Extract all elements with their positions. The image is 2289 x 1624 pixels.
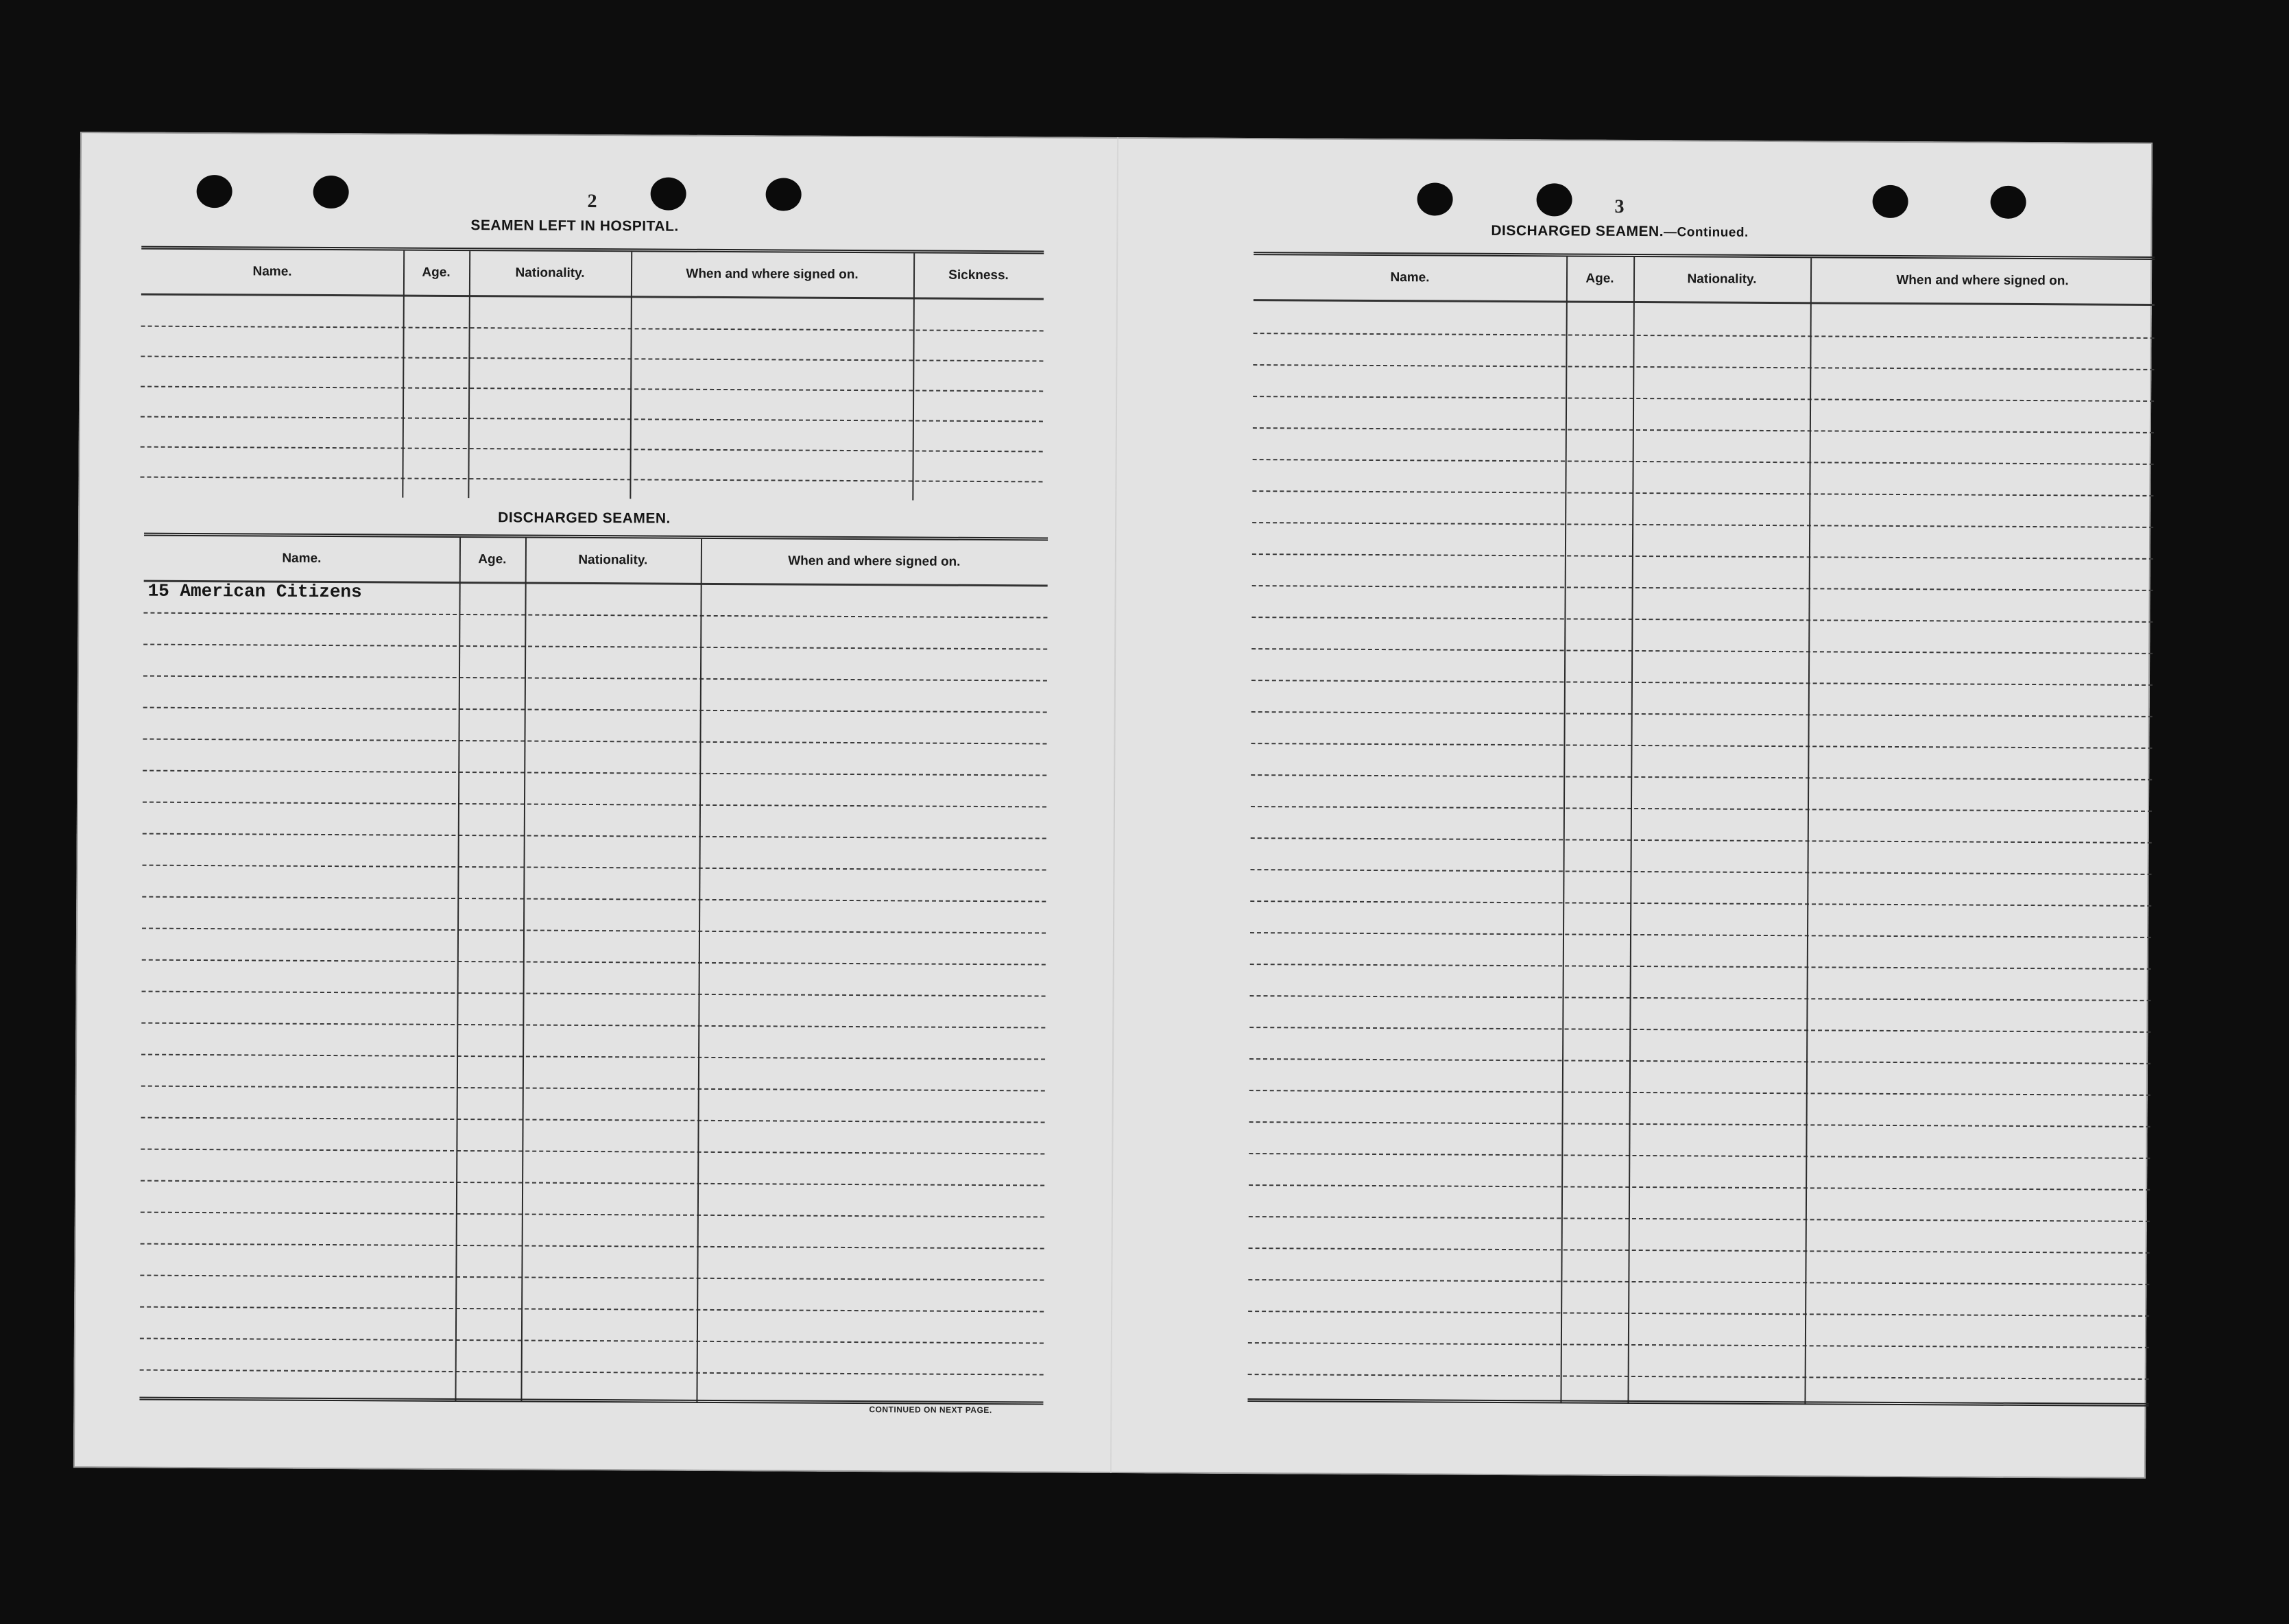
ruled-line [141, 1180, 1044, 1186]
col-header-name: Name. [252, 264, 292, 279]
discharged-continued-table [1247, 252, 2155, 1407]
ruled-line [1248, 1374, 2149, 1380]
ruled-line [1250, 995, 2151, 1001]
discharged-table-header [144, 536, 1048, 587]
ruled-line [143, 865, 1046, 871]
ruled-line [141, 446, 1043, 453]
ruled-line [1252, 585, 2153, 591]
page-number: 2 [587, 190, 597, 213]
discharged-table-body [139, 582, 1047, 1403]
ruled-line [1251, 680, 2153, 686]
ruled-line [1249, 1090, 2150, 1096]
section-title-suffix: —Continued. [1664, 225, 1749, 240]
ruled-line [143, 644, 1047, 650]
ruled-line [143, 612, 1047, 619]
ruled-line [1250, 900, 2151, 907]
col-header-sickness: Sickness. [948, 267, 1009, 283]
col-header-nationality: Nationality. [578, 552, 648, 568]
hospital-table [140, 246, 1044, 501]
col-header-nationality: Nationality. [515, 265, 585, 280]
ruled-line [1249, 1184, 2150, 1191]
ruled-line [142, 959, 1046, 966]
ruled-line [1251, 837, 2152, 844]
ruled-line [141, 1212, 1044, 1218]
discharged-table [139, 533, 1048, 1405]
ruled-line [143, 676, 1047, 682]
ruled-line [1249, 1027, 2150, 1033]
ruled-line [1253, 427, 2154, 433]
ruled-line [141, 326, 1044, 332]
page-number: 3 [1614, 195, 1625, 217]
typed-entry: 15 American Citizens [147, 580, 362, 603]
hospital-table-body [140, 296, 1044, 503]
ruled-line [1249, 1121, 2150, 1127]
ruled-line [1252, 522, 2153, 528]
ruled-line [141, 416, 1043, 422]
ruled-line [1249, 1216, 2150, 1222]
ruled-line [143, 833, 1046, 839]
ruled-line [141, 1023, 1045, 1029]
ruled-line [1248, 1279, 2149, 1285]
discharged-continued-body [1247, 301, 2154, 1405]
ruled-line [142, 896, 1046, 903]
ruled-line [1253, 459, 2154, 465]
ruled-line [140, 1275, 1044, 1281]
ruled-line [141, 1054, 1045, 1060]
ruled-line [1251, 617, 2153, 623]
col-header-when-where: When and where signed on. [686, 266, 859, 283]
right-page [1110, 137, 2153, 1479]
col-header-name: Name. [282, 551, 322, 566]
ruled-line [1253, 396, 2154, 402]
ruled-line [1251, 648, 2153, 654]
document-sheet [73, 132, 2153, 1479]
ruled-line [141, 1086, 1045, 1092]
ruled-line [141, 356, 1043, 362]
ruled-line [1248, 1311, 2149, 1317]
hospital-table-header [141, 250, 1044, 300]
ruled-line [1251, 711, 2153, 717]
ruled-line [1251, 869, 2152, 875]
ruled-line [1252, 490, 2153, 497]
ruled-line [143, 770, 1046, 776]
ruled-line [143, 739, 1046, 745]
ruled-line [1250, 964, 2151, 970]
discharged-continued-header [1254, 255, 2155, 306]
ruled-line [140, 1338, 1044, 1344]
ruled-line [1254, 333, 2155, 339]
hospital-section-title: SEAMEN LEFT IN HOSPITAL. [470, 217, 679, 235]
ruled-line [143, 802, 1046, 808]
ruled-line [140, 477, 1042, 483]
ruled-line [141, 1117, 1045, 1123]
ruled-line [1251, 806, 2152, 812]
discharged-section-title: DISCHARGED SEAMEN. [498, 510, 671, 527]
section-title-text: DISCHARGED SEAMEN. [1491, 222, 1664, 240]
ruled-line [1253, 364, 2154, 370]
ruled-line [1252, 553, 2153, 560]
col-header-when-where: When and where signed on. [1896, 272, 2069, 289]
ruled-line [141, 386, 1043, 392]
col-header-name: Name. [1390, 270, 1430, 285]
ruled-line [141, 1243, 1044, 1250]
ruled-line [142, 928, 1046, 934]
col-header-age: Age. [478, 552, 507, 567]
ruled-line [1251, 774, 2152, 780]
col-header-age: Age. [422, 265, 451, 280]
ruled-line [140, 1370, 1044, 1376]
discharged-continued-title [1491, 223, 1749, 241]
ruled-line [143, 707, 1047, 713]
ruled-line [140, 1306, 1044, 1313]
continued-note: CONTINUED ON NEXT PAGE. [869, 1405, 992, 1416]
col-header-when-where: When and where signed on. [788, 553, 961, 569]
ruled-line [1248, 1342, 2149, 1348]
ruled-line [1250, 932, 2151, 938]
col-header-age: Age. [1585, 271, 1614, 286]
ruled-line [1249, 1247, 2150, 1254]
left-page [73, 132, 1117, 1473]
col-header-nationality: Nationality. [1687, 272, 1757, 287]
ruled-line [141, 1149, 1044, 1155]
ruled-line [1251, 743, 2152, 749]
ruled-line [1249, 1058, 2150, 1064]
ruled-line [1249, 1153, 2150, 1159]
ruled-line [142, 991, 1046, 997]
